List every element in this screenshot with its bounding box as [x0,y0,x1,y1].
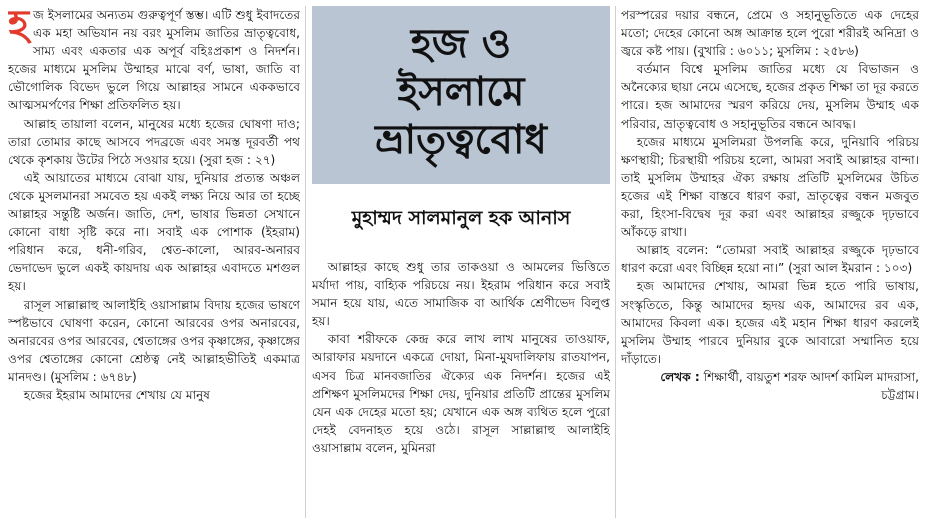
column-divider [305,6,306,518]
headline-line: হজ ও [410,20,512,67]
article-column-middle [312,258,610,516]
headline-line: ইসলামে [397,68,525,115]
middle-paragraph: আল্লাহর কাছে শুধু তার তাকওয়া ও আমলের ভিত্তিতে মর্যাদা পায়, বাহ্যিক পরিচয়ে নয়। ইহরাম পরিধান করে সবাই সমান হয়ে যায়, এতে সামাজিক বা আর্থিক শ্রেণীভেদ বিলুপ্ত হয়। [312,260,610,329]
lead-paragraph-text: জ ইসলামের অন্যতম গুরুত্বপূর্ণ স্তম্ভ। এটি শুধু ইবাদতের এক মহা অভিযান নয় বরং মুসলিম জাতির ভ্রাতৃত্ববোধ, সাম্য এবং একতার এক অপূর্ব বহিঃপ্রকাশ ও নিদর্শন। হজের মাধ্যমে মুসলিম উম্মাহর মাঝে বর্ণ, ভাষা, জাতি বা ভৌগোলিক বিভেদ ভুলে গিয়ে আল্লাহর সামনে এককভাবে আত্মসমর্পণের শিক্ষা প্রতিফলিত হয়। [8,8,300,113]
middle-paragraph: কাবা শরীফকে কেন্দ্র করে লাখ লাখ মানুষের তাওয়াফ, আরাফার ময়দানে একত্রে দোয়া, মিনা-মুযদালিফায় রাতযাপন, এসব চিত্র মানবজাতির ঐক্যের এক নিদর্শন। হজের এই প্রশিক্ষণ মুসলিমদের শিক্ষা দেয়, দুনিয়ার প্রতিটি প্রান্তের মুসলিম যেন এক দেহের মতো হয়; যেখানে এক অঙ্গ ব্যথিত হলে পুরো দেহই বেদনাহত হয়ে ওঠে। রাসূল সাল্লাল্লাহু আলাইহি ওয়াসাল্লাম বলেন, মুমিনরা [312,332,610,455]
headline-box [312,6,610,184]
right-paragraph: হজের মাধ্যমে মুসলিমরা উপলব্ধি করে, দুনিয়াবি পরিচয় ক্ষণস্থায়ী; চিরস্থায়ী পরিচয় হলো, আমরা সবাই আল্লাহর বান্দা। তাই মুসলিম উম্মাহর ঐক্য রক্ষায় প্রতিটি মুসলিমের উচিত হজের এই শিক্ষা বাস্তবে ধারণ করা, ভ্রাতৃত্বের বন্ধন মজবুত করা, হিংসা-বিদ্বেষ দূর করা এবং আল্লাহর রজ্জুকে দৃঢ়ভাবে আঁকড়ে রাখা। [621,134,919,240]
drop-cap: হ [8,6,30,48]
article-column-left [8,6,300,518]
left-paragraph: এই আয়াতের মাধ্যমে বোঝা যায়, দুনিয়ার প্রত্যন্ত অঞ্চল থেকে মুসলমানরা সমবেত হয় একই লক্ষ্য নিয়ে আর তা হচ্ছে আল্লাহর সন্তুষ্টি অর্জন। জাতি, দেশ, ভাষার ভিন্নতা সেখানে কোনো বাধা সৃষ্টি করে না। সবাই এক পোশাক (ইহরাম) পরিধান করে, ধনী-গরিব, শ্বেত-কালো, আরব-অনারব ভেদাভেদ ভুলে একই কায়দায় এক আল্লাহর এবাদতে মশগুল হয়। [8,170,300,294]
left-paragraph: রাসূল সাল্লাল্লাহু আলাইহি ওয়াসাল্লাম বিদায় হজের ভাষণে স্পষ্টভাবে ঘোষণা করেন, কোনো আরবের ওপর অনারবের, অনারবের ওপর আরবের, শ্বেতাঙ্গের ওপর কৃষ্ণাঙ্গের, কৃষ্ণাঙ্গের ওপর শ্বেতাঙ্গের কোনো শ্রেষ্ঠত্ব নেই আল্লাহভীতিই একমাত্র মানদণ্ড। (মুসলিম : ৬৭৪৮) [8,297,300,384]
article-column-right [621,6,919,518]
left-paragraph: আল্লাহ তায়ালা বলেন, মানুষের মধ্যে হজের ঘোষণা দাও; তারা তোমার কাছে আসবে পদব্রজে এবং সমস্ত দূরবর্তী পথ থেকে কৃশকায় উটের পিঠে সওয়ার হয়ে। (সুরা হজ : ২৭) [8,116,300,167]
headline [312,20,610,164]
column-divider [615,6,616,518]
credit-label: লেখক : [660,369,700,384]
left-paragraph: হজের ইহরাম আমাদের শেখায় যে মানুষ [23,387,210,402]
right-paragraph: বর্তমান বিশ্বে মুসলিম জাতির মধ্যে যে বিভাজন ও অনৈক্যের ছায়া নেমে এসেছে, হজের প্রকৃত শিক্ষা তা দূর করতে পারে। হজ আমাদের স্মরণ করিয়ে দেয়, মুসলিম উম্মাহ এক পরিবার, ভ্রাতৃত্ববোধ ও সহানুভূতির বন্ধনে আবদ্ধ। [621,62,919,131]
right-paragraph: হজ আমাদের শেখায়, আমরা ভিন্ন হতে পারি ভাষায়, সংস্কৃতিতে, কিন্তু আমাদের হৃদয় এক, আমাদের রব এক, আমাদের কিবলা এক। হজের এই মহান শিক্ষা ধারণ করলেই মুসলিম উম্মাহ পারবে দুনিয়ার বুকে আবারো সম্মানিত হয়ে দাঁড়াতে। [621,279,919,366]
right-paragraph: আল্লাহ বলেন: “তোমরা সবাই আল্লাহর রজ্জুকে দৃঢ়ভাবে ধারণ করো এবং বিচ্ছিন্ন হয়ো না।” (সুরা আল ইমরান : ১০৩) [621,243,919,276]
author-byline: মুহাম্মদ সালমানুল হক আনাস [351,207,571,229]
lead-paragraph [8,6,300,115]
headline-line: ভ্রাতৃত্ববোধ [375,116,547,163]
right-paragraph: পরস্পরের দয়ার বন্ধনে, প্রেমে ও সহানুভূতিতে এক দেহের মতো; দেহের কোনো অঙ্গ আক্রান্ত হলে পুরো শরীরই অনিদ্রা ও জ্বরে কষ্ট পায়। (বুখারি : ৬০১১; মুসলিম : ২৫৮৬) [621,8,919,59]
author-credit [621,368,919,404]
credit-text: শিক্ষার্থী, বায়তুশ শরফ আদর্শ কামিল মাদরাসা, চট্টগ্রাম। [703,369,919,402]
